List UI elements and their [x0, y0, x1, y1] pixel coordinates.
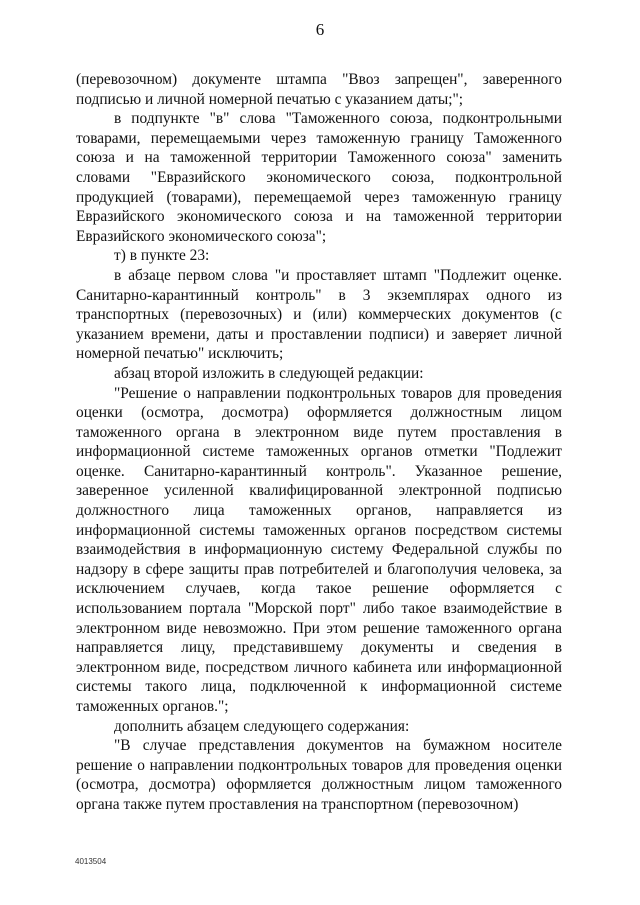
document-body	[76, 70, 562, 815]
paragraph-decision-text: "Решение о направлении подконтрольных товаров для проведения оценки (осмотра, досмотра) оформляется должностным лицом таможенного органа в электронном виде путем проставления в информационной системе таможенных органов отметки "Подлежит оценке. Санитарно-карантинный контроль". Указанное решение, заверенное усиленной квалифицированной электронной подписью должностного лица таможенных органов, направляется из информационной системы таможенных органов посредством системы взаимодействия в информационную систему Федеральной службы по надзору в сфере защиты прав потребителей и благополучия человека, за исключением случаев, когда такое решение оформляется с использованием портала "Морской порт" либо такое взаимодействие в электронном виде невозможно. При этом решение таможенного органа направляется лицу, представившему документы и сведения в электронном виде, посредством личного кабинета или информационной системы такого лица, подключенной к информационной системе таможенных органов.";	[76, 384, 562, 715]
paragraph-paper-case: "В случае представления документов на бумажном носителе решение о направлении подконтрольных товаров для проведения оценки (осмотра, досмотра) оформляется должностным лицом таможенного органа также путем проставления на транспортном (перевозочном)	[76, 737, 562, 813]
paragraph-first-abzac: в абзаце первом слова "и проставляет штамп "Подлежит оценке. Санитарно-карантинный контроль" в 3 экземплярах одного из транспортных (перевозочных) и (или) коммерческих документов (с указанием времени, даты и проставлении подписи) и заверяет личной номерной печатью" исключить;	[76, 266, 562, 363]
paragraph-continuation: (перевозочном) документе штампа "Ввоз запрещен", заверенного подписью и личной номерной печатью с указанием даты;";	[76, 71, 562, 108]
paragraph-point-t: т) в пункте 23:	[114, 247, 210, 265]
paragraph-add-abzac-intro: дополнить абзацем следующего содержания:	[114, 717, 410, 735]
paragraph-second-abzac-intro: абзац второй изложить в следующей редакции:	[114, 364, 424, 382]
footer-document-code: 4013504	[75, 857, 107, 866]
page-number: 6	[315, 20, 325, 39]
paragraph-subpoint-v: в подпункте "в" слова "Таможенного союза, подконтрольными товарами, перемещаемыми через таможенную границу Таможенного союза и на таможенной территории Таможенного союза" заменить словами "Евразийского экономического союза, подконтрольной продукцией (товарами), перемещаемой через таможенную границу Евразийского экономического союза и на таможенной территории Евразийского экономического союза";	[76, 110, 562, 245]
